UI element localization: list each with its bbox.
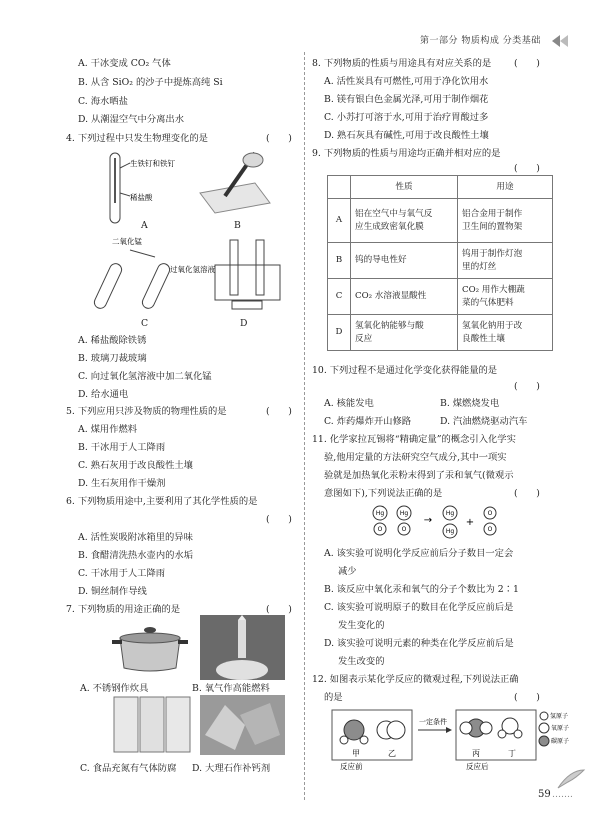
q11-stem-4: 意图如下),下列说法正确的是 <box>324 488 443 499</box>
q6-option-c: C. 干冰用于人工降雨 <box>78 568 166 579</box>
q4-fig-c-text-2: 过氧化氢溶液 <box>170 265 215 274</box>
q12-stem-1: 12. 如图表示某化学反应的微观过程,下列说法正确 <box>312 674 519 685</box>
q11-molecule-diagram <box>370 503 520 543</box>
q6-answer-paren: ( ) <box>266 514 292 525</box>
q8-option-a: A. 活性炭具有可燃性,可用于净化饮用水 <box>324 76 489 87</box>
q12-label-bing: 丙 <box>472 749 480 758</box>
q11-fig-text-6: Hg <box>445 528 455 535</box>
page-header: 第一部分 物质构成 分类基础 <box>420 36 541 46</box>
q4-fig-c-text-1: 二氧化锰 <box>112 237 142 246</box>
q3-option-a: A. 干冰变成 CO₂ 气体 <box>78 58 171 69</box>
q4-label-c: C <box>141 318 149 329</box>
q12-label-ding: 丁 <box>508 749 516 758</box>
q5-option-a: A. 煤用作燃料 <box>78 424 138 435</box>
row-property: 钨的导电性好 <box>351 243 458 279</box>
table-row <box>328 279 553 315</box>
table-row <box>328 199 553 243</box>
q11-fig-text-8: O <box>487 526 493 533</box>
q12-legend-3: 碳原子 <box>551 738 570 745</box>
q12-reaction-diagram <box>330 708 580 770</box>
marble-image <box>200 695 285 755</box>
q11-stem-2: 验,他用定量的方法研究空气成分,其中一项实 <box>324 452 507 463</box>
q9-header-property: 性质 <box>351 176 458 199</box>
q7-option-a: A. 不锈钢作炊具 <box>80 683 149 694</box>
q4-figure-d <box>210 235 290 313</box>
q12-before-label: 反应前 <box>340 762 363 771</box>
q10-option-c: C. 炸药爆炸开山修路 <box>324 416 412 427</box>
q10-option-b: B. 煤燃烧发电 <box>440 398 500 409</box>
table-row <box>328 315 553 351</box>
q4-fig-a-text-2: 稀盐酸 <box>130 193 153 202</box>
q3-option-c: C. 海水晒盐 <box>78 96 128 107</box>
q11-option-a-2: 减少 <box>338 566 357 577</box>
q4-option-a: A. 稀盐酸除铁锈 <box>78 335 147 346</box>
row-property: 氢氧化钠能够与酸 反应 <box>351 315 458 351</box>
row-property: CO₂ 水溶液显酸性 <box>351 279 458 315</box>
q11-stem-1: 11. 化学家拉瓦锡将“精确定量”的概念引入化学实 <box>312 434 516 445</box>
q11-fig-text-2: O <box>377 526 383 533</box>
q11-option-a-1: A. 该实验可说明化学反应前后分子数目一定会 <box>324 548 514 559</box>
q4-option-d: D. 给水通电 <box>78 389 129 400</box>
q4-figure-b <box>195 148 275 218</box>
row-label: D <box>328 315 351 351</box>
q12-label-jia: 甲 <box>352 749 360 758</box>
q6-option-d: D. 铜丝制作导线 <box>78 586 147 597</box>
q7-option-d: D. 大理石作补钙剂 <box>192 763 271 774</box>
q9-answer-paren: ( ) <box>514 163 540 174</box>
q11-fig-text-1: Hg <box>375 510 385 517</box>
row-property: 铝在空气中与氧气反 应生成致密氧化膜 <box>351 199 458 243</box>
q4-option-c: C. 向过氧化氢溶液中加二氧化锰 <box>78 371 212 382</box>
q5-option-c: C. 熟石灰用于改良酸性土壤 <box>78 460 193 471</box>
table-row <box>328 243 553 279</box>
q4-fig-a-text-1: 生铁钉和铁钉 <box>130 159 175 168</box>
q8-answer-paren: ( ) <box>514 58 540 69</box>
q11-fig-text-7: O <box>487 510 493 517</box>
q12-legend-1: 氢原子 <box>550 713 569 720</box>
q12-after-label: 反应后 <box>466 762 489 771</box>
arrow-decoration-icon <box>552 35 572 47</box>
q4-option-b: B. 玻璃刀裁玻璃 <box>78 353 147 364</box>
q6-option-b: B. 食醋清洗热水壶内的水垢 <box>78 550 194 561</box>
q8-option-d: D. 熟石灰具有碱性,可用于改良酸性土壤 <box>324 130 489 141</box>
q11-fig-text-3: Hg <box>399 510 409 517</box>
q11-fig-text-5: Hg <box>445 510 455 517</box>
feather-icon <box>556 768 586 790</box>
q7-option-b: B. 氧气作高能燃料 <box>192 683 270 694</box>
q4-label-b: B <box>234 220 241 231</box>
q9-table-header <box>328 176 553 199</box>
row-label: B <box>328 243 351 279</box>
q4-label-a: A <box>141 220 148 231</box>
svg-text:→: → <box>423 515 433 526</box>
q12-stem-2: 的是 <box>324 692 343 703</box>
q9-stem: 9. 下列物质的性质与用途均正确并相对应的是 <box>312 148 501 159</box>
page-number: 59 <box>538 789 551 800</box>
q12-answer-paren: ( ) <box>514 692 540 703</box>
q10-answer-paren: ( ) <box>514 381 540 392</box>
q11-option-c-1: C. 该实验可说明原子的数目在化学反应前后是 <box>324 602 514 613</box>
q5-answer-paren: ( ) <box>266 406 292 417</box>
food-bags-image <box>112 695 192 755</box>
pot-image <box>110 620 190 675</box>
svg-text:+: + <box>465 517 475 528</box>
q8-stem: 8. 下列物质的性质与用途具有对应关系的是 <box>312 58 492 69</box>
q9-header-use: 用途 <box>458 176 553 199</box>
rocket-launch-image <box>200 615 285 680</box>
q11-answer-paren: ( ) <box>514 488 540 499</box>
q5-option-d: D. 生石灰用作干燥剂 <box>78 478 166 489</box>
q11-option-d-1: D. 该实验可说明元素的种类在化学反应前后是 <box>324 638 514 649</box>
q7-answer-paren: ( ) <box>266 604 292 615</box>
q4-stem: 4. 下列过程中只发生物理变化的是 <box>66 133 208 144</box>
q4-figure-c <box>90 232 215 317</box>
row-use: CO₂ 用作大棚蔬 菜的气体肥料 <box>458 279 553 315</box>
q8-option-b: B. 镁有银白色金属光泽,可用于制作烟花 <box>324 94 489 105</box>
q11-option-b: B. 该反应中氧化汞和氧气的分子个数比为 2∶1 <box>324 584 519 595</box>
q12-legend-2: 氧原子 <box>551 725 570 732</box>
q11-option-c-2: 发生变化的 <box>338 620 385 631</box>
q10-option-d: D. 汽油燃烧驱动汽车 <box>440 416 528 427</box>
row-use: 铝合金用于制作 卫生间的置物架 <box>458 199 553 243</box>
q3-option-b: B. 从含 SiO₂ 的沙子中提炼高纯 Si <box>78 77 223 88</box>
q8-option-c: C. 小苏打可溶于水,可用于治疗胃酸过多 <box>324 112 489 123</box>
q11-fig-text-4: O <box>401 526 407 533</box>
q5-option-b: B. 干冰用于人工降雨 <box>78 442 166 453</box>
q9-header-empty <box>328 176 351 199</box>
q5-stem: 5. 下列应用只涉及物质的物理性质的是 <box>66 406 227 417</box>
q11-stem-3: 验就是加热氧化汞粉末得到了汞和氧气(微观示 <box>324 470 514 481</box>
column-divider <box>304 52 305 800</box>
row-use: 氢氧化钠用于改 良酸性土壤 <box>458 315 553 351</box>
q10-option-a: A. 核能发电 <box>324 398 374 409</box>
q4-answer-paren: ( ) <box>266 133 292 144</box>
q3-option-d: D. 从潮湿空气中分离出水 <box>78 114 185 125</box>
row-label: C <box>328 279 351 315</box>
q4-label-d: D <box>240 318 248 329</box>
row-label: A <box>328 199 351 243</box>
q9-table <box>327 175 553 351</box>
q6-option-a: A. 活性炭吸附冰箱里的异味 <box>78 532 193 543</box>
q6-stem: 6. 下列物质用途中,主要利用了其化学性质的是 <box>66 496 258 507</box>
q10-stem: 10. 下列过程不是通过化学变化获得能量的是 <box>312 365 498 376</box>
row-use: 钨用于制作灯泡 里的灯丝 <box>458 243 553 279</box>
q11-option-d-2: 发生改变的 <box>338 656 385 667</box>
q7-option-c: C. 食品充氮有气体防腐 <box>80 763 177 774</box>
q4-figure-a <box>90 148 200 228</box>
page-dots-decoration: ……. <box>552 790 573 800</box>
q12-condition: 一定条件 <box>419 718 447 726</box>
q12-label-yi: 乙 <box>388 749 396 758</box>
q7-stem: 7. 下列物质的用途正确的是 <box>66 604 181 615</box>
